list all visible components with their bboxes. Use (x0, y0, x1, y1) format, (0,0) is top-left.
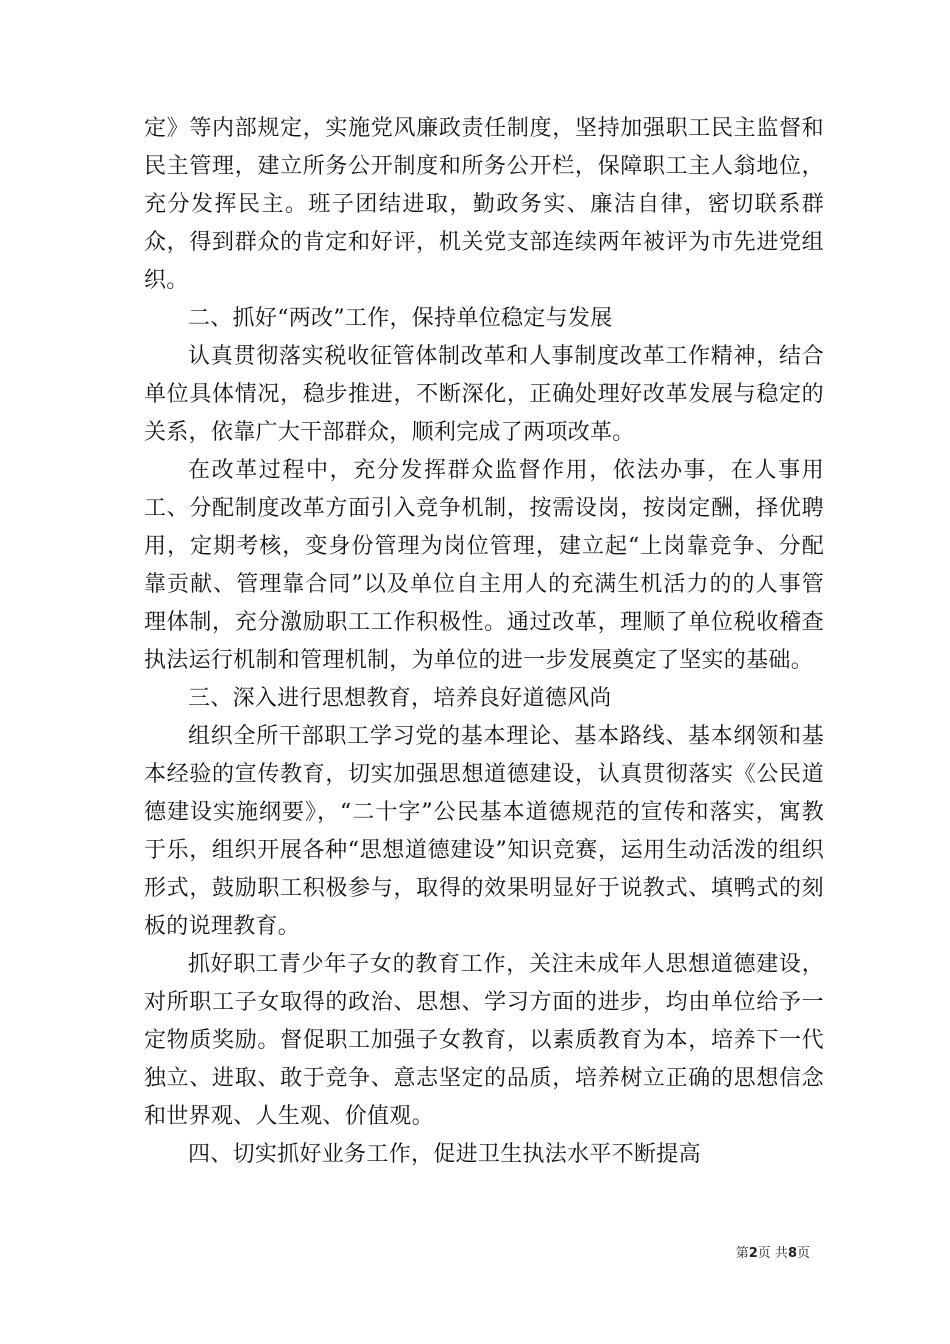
paragraph-reform-process: 在改革过程中，充分发挥群众监督作用，依法办事，在人事用工、分配制度改革方面引入竞争机制，按需设岗，按岗定酬，择优聘用，定期考核，变身份管理为岗位管理，建立起“上岗靠竞争、分配靠贡献、管理靠合同”以及单位自主用人的充满生机活力的的人事管理体制，充分激励职工工作积极性。通过改革，理顺了单位税收稽查执法运行机制和管理机制，为单位的进一步发展奠定了坚实的基础。 (144, 458, 824, 673)
section-heading-two: 二、抓好“两改”工作，保持单位稳定与发展 (188, 306, 613, 331)
section-heading-four: 四、切实抓好业务工作，促进卫生执法水平不断提高 (188, 1142, 701, 1167)
paragraph-moral-education: 组织全所干部职工学习党的基本理论、基本路线、基本纲领和基本经验的宣传教育，切实加强思想道德建设，认真贯彻落实《公民道德建设实施纲要》，“二十字”公民基本道德规范的宣传和落实，寓教于乐，组织开展各种“思想道德建设”知识竞赛，运用生动活泼的组织形式，鼓励职工积极参与，取得的效果明显好于说教式、填鸭式的刻板的说理教育。 (144, 724, 824, 939)
document-body (144, 110, 824, 1174)
paragraph-youth-education: 抓好职工青少年子女的教育工作，关注未成年人思想道德建设，对所职工子女取得的政治、思想、学习方面的进步，均由单位给予一定物质奖励。督促职工加强子女教育，以素质教育为本，培养下一代独立、进取、敢于竞争、意志坚定的品质，培养树立正确的思想信念和世界观、人生观、价值观。 (144, 952, 824, 1129)
section-heading-three: 三、深入进行思想教育，培养良好道德风尚 (188, 686, 612, 711)
current-page-number: 2 (748, 1246, 758, 1261)
footer-middle: 页 共 (757, 1246, 788, 1261)
paragraph-continuation: 定》等内部规定，实施党风廉政责任制度，坚持加强职工民主监督和民主管理，建立所务公开制度和所务公开栏，保障职工主人翁地位，充分发挥民主。班子团结进取，勤政务实、廉洁自律，密切联系群众，得到群众的肯定和好评，机关党支部连续两年被评为市先进党组织。 (144, 116, 824, 293)
total-pages-number: 8 (787, 1246, 797, 1261)
footer-prefix: 第 (735, 1246, 749, 1261)
page-number-footer (736, 1246, 810, 1262)
paragraph-reform-spirit: 认真贯彻落实税收征管体制改革和人事制度改革工作精神，结合单位具体情况，稳步推进，不断深化，正确处理好改革发展与稳定的关系，依靠广大干部群众，顺利完成了两项改革。 (144, 344, 824, 445)
footer-suffix: 页 (796, 1246, 810, 1261)
